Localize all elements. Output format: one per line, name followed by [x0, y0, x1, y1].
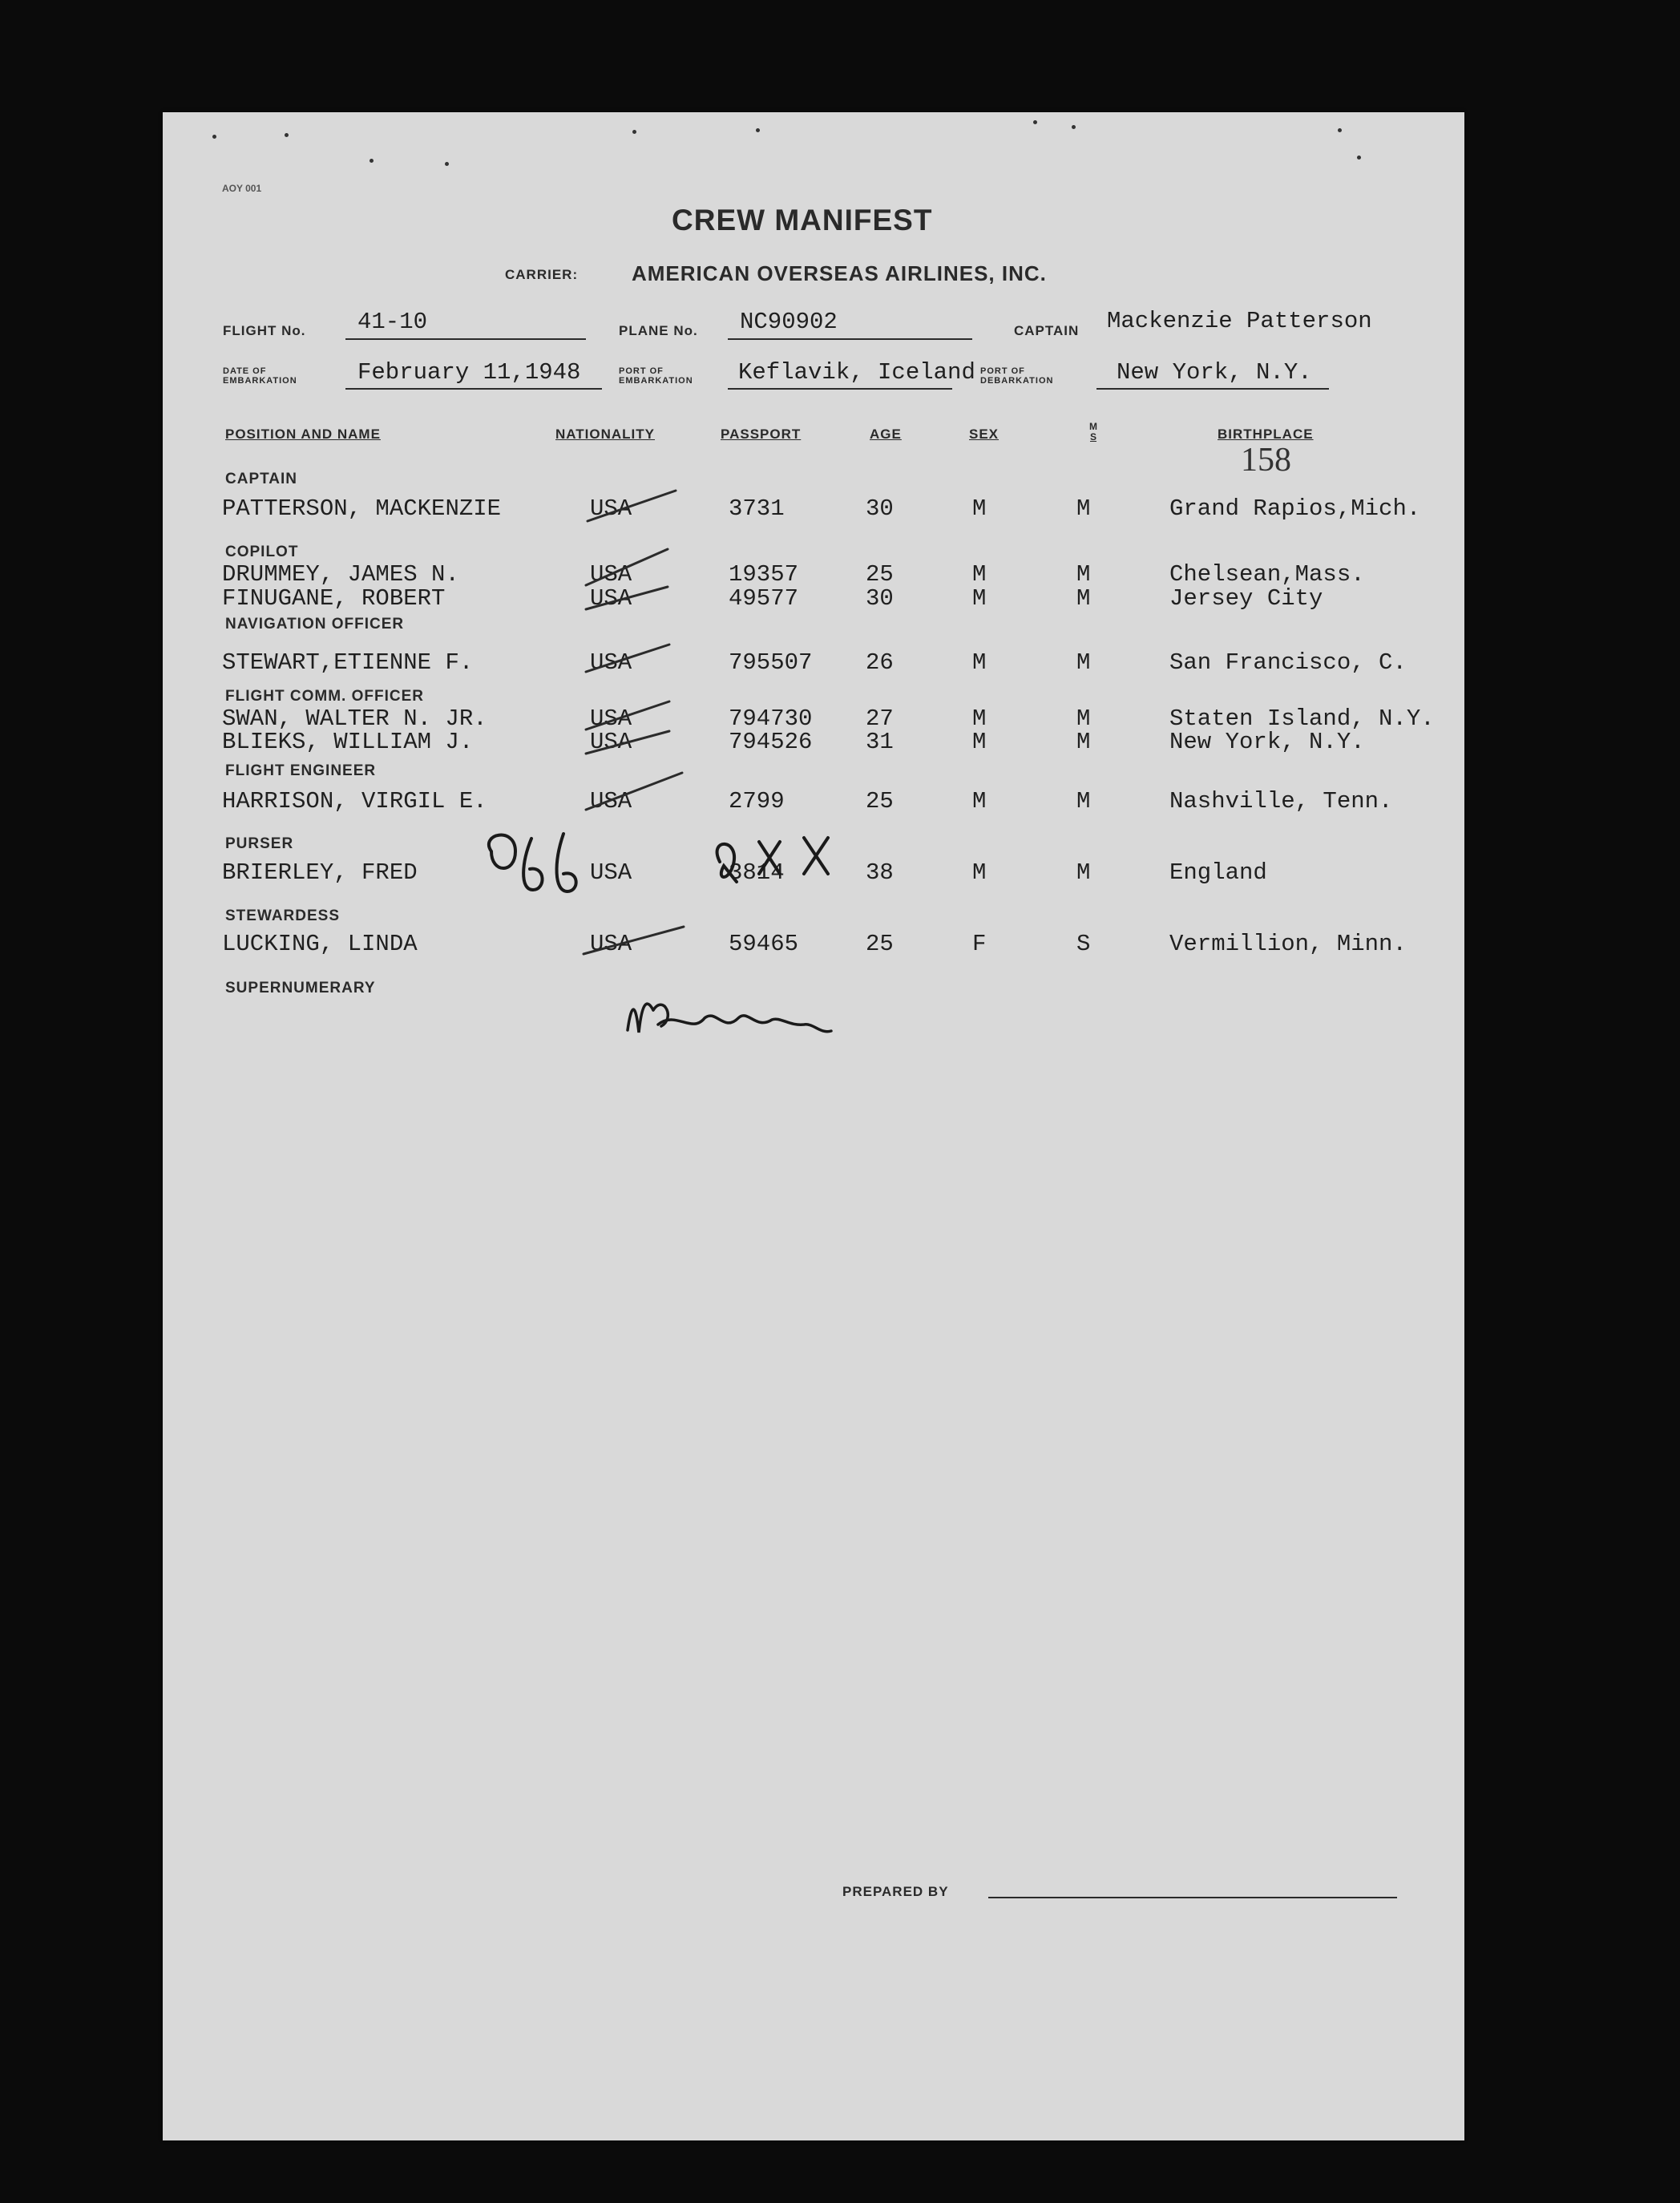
cat-supernumerary: SUPERNUMERARY [225, 980, 376, 996]
crew-name: BRIERLEY, FRED [222, 859, 418, 886]
crew-birthplace: England [1169, 859, 1267, 886]
crew-passport: 794526 [729, 729, 813, 755]
captain-name: Mackenzie Patterson [1107, 308, 1372, 334]
crew-name: PATTERSON, MACKENZIE [222, 495, 502, 522]
cat-copilot: COPILOT [225, 544, 299, 560]
crew-sex: M [972, 705, 987, 732]
crew-age: 30 [866, 585, 894, 612]
crew-age: 27 [866, 705, 894, 732]
crew-age: 25 [866, 561, 894, 588]
captain-label: CAPTAIN [1014, 323, 1080, 338]
crew-birthplace: Jersey City [1169, 585, 1323, 612]
col-age: AGE [870, 426, 902, 442]
crew-name: HARRISON, VIRGIL E. [222, 788, 487, 815]
flight-number: 41-10 [357, 309, 428, 335]
prepared-by-line [988, 1897, 1397, 1898]
crew-nationality: USA [590, 585, 632, 612]
crew-sex: M [972, 585, 987, 612]
embarkation-date: February 11,1948 [357, 359, 581, 386]
crew-name: SWAN, WALTER N. JR. [222, 705, 487, 732]
crew-age: 25 [866, 931, 894, 957]
crew-marital: M [1076, 859, 1091, 886]
crew-nationality: USA [590, 495, 632, 522]
prepared-by-label: PREPARED BY [842, 1884, 949, 1899]
crew-marital: M [1076, 705, 1091, 732]
col-marital: M S [1089, 421, 1097, 443]
crew-passport: 19357 [729, 561, 799, 588]
document-title: CREW MANIFEST [672, 204, 933, 236]
purser-handwritten-mark [489, 834, 828, 891]
crew-age: 38 [866, 859, 894, 886]
crew-passport: 49577 [729, 585, 799, 612]
crew-name: STEWART,ETIENNE F. [222, 649, 474, 676]
crew-marital: S [1076, 931, 1091, 957]
carrier-name: AMERICAN OVERSEAS AIRLINES, INC. [632, 261, 1047, 285]
col-sex: SEX [969, 426, 1000, 442]
cat-captain: CAPTAIN [225, 471, 298, 487]
cat-flight-comm-officer: FLIGHT COMM. OFFICER [225, 688, 424, 705]
crew-passport: 59465 [729, 931, 799, 957]
plane-number: NC90902 [740, 309, 838, 335]
port-of-debarkation: New York, N.Y. [1117, 359, 1312, 386]
port-embarkation-label: PORT OF EMBARKATION [619, 366, 693, 386]
port-debarkation-label: PORT OF DEBARKATION [980, 366, 1054, 386]
crew-nationality: USA [590, 931, 632, 957]
crew-age: 26 [866, 649, 894, 676]
crew-birthplace: Chelsean,Mass. [1169, 561, 1365, 588]
cat-purser: PURSER [225, 835, 294, 852]
crew-passport: 3814 [729, 859, 785, 886]
plane-label: PLANE No. [619, 323, 698, 338]
crew-nationality: USA [590, 859, 632, 886]
crew-sex: F [972, 931, 987, 957]
page-number: 158 [1241, 442, 1291, 479]
crew-name: BLIEKS, WILLIAM J. [222, 729, 474, 755]
crew-birthplace: Grand Rapios,Mich. [1169, 495, 1421, 522]
nationality-check-marks [163, 112, 1464, 1154]
crew-sex: M [972, 788, 987, 815]
crew-marital: M [1076, 649, 1091, 676]
col-position-name: POSITION AND NAME [225, 426, 381, 442]
crew-age: 25 [866, 788, 894, 815]
carrier-label: CARRIER: [505, 267, 579, 282]
crew-nationality: USA [590, 729, 632, 755]
crew-passport: 2799 [729, 788, 785, 815]
crew-name: FINUGANE, ROBERT [222, 585, 446, 612]
crew-birthplace: New York, N.Y. [1169, 729, 1365, 755]
crew-birthplace: San Francisco, C. [1169, 649, 1407, 676]
crew-passport: 3731 [729, 495, 785, 522]
crew-marital: M [1076, 729, 1091, 755]
crew-name: LUCKING, LINDA [222, 931, 418, 957]
crew-marital: M [1076, 585, 1091, 612]
crew-passport: 794730 [729, 705, 813, 732]
crew-age: 30 [866, 495, 894, 522]
cat-flight-engineer: FLIGHT ENGINEER [225, 762, 377, 779]
manifest-sheet [163, 112, 1464, 2140]
crew-nationality: USA [590, 788, 632, 815]
crew-sex: M [972, 859, 987, 886]
date-label: DATE OF EMBARKATION [223, 366, 297, 386]
crew-sex: M [972, 649, 987, 676]
col-birthplace: BIRTHPLACE [1218, 426, 1314, 442]
crew-name: DRUMMEY, JAMES N. [222, 561, 459, 588]
crew-nationality: USA [590, 705, 632, 732]
crew-nationality: USA [590, 649, 632, 676]
col-nationality: NATIONALITY [555, 426, 656, 442]
signature-scrawl [628, 1004, 831, 1033]
crew-nationality: USA [590, 561, 632, 588]
crew-birthplace: Staten Island, N.Y. [1169, 705, 1435, 732]
crew-age: 31 [866, 729, 894, 755]
crew-sex: M [972, 561, 987, 588]
crew-marital: M [1076, 495, 1091, 522]
cat-navigation-officer: NAVIGATION OFFICER [225, 616, 405, 633]
crew-marital: M [1076, 561, 1091, 588]
flight-label: FLIGHT No. [223, 323, 306, 338]
crew-sex: M [972, 729, 987, 755]
col-passport: PASSPORT [721, 426, 802, 442]
crew-birthplace: Nashville, Tenn. [1169, 788, 1393, 815]
crew-marital: M [1076, 788, 1091, 815]
crew-sex: M [972, 495, 987, 522]
crew-passport: 795507 [729, 649, 813, 676]
crew-birthplace: Vermillion, Minn. [1169, 931, 1407, 957]
cat-stewardess: STEWARDESS [225, 907, 341, 924]
port-of-embarkation: Keflavik, Iceland [738, 359, 975, 386]
form-code: AOY 001 [222, 183, 262, 194]
